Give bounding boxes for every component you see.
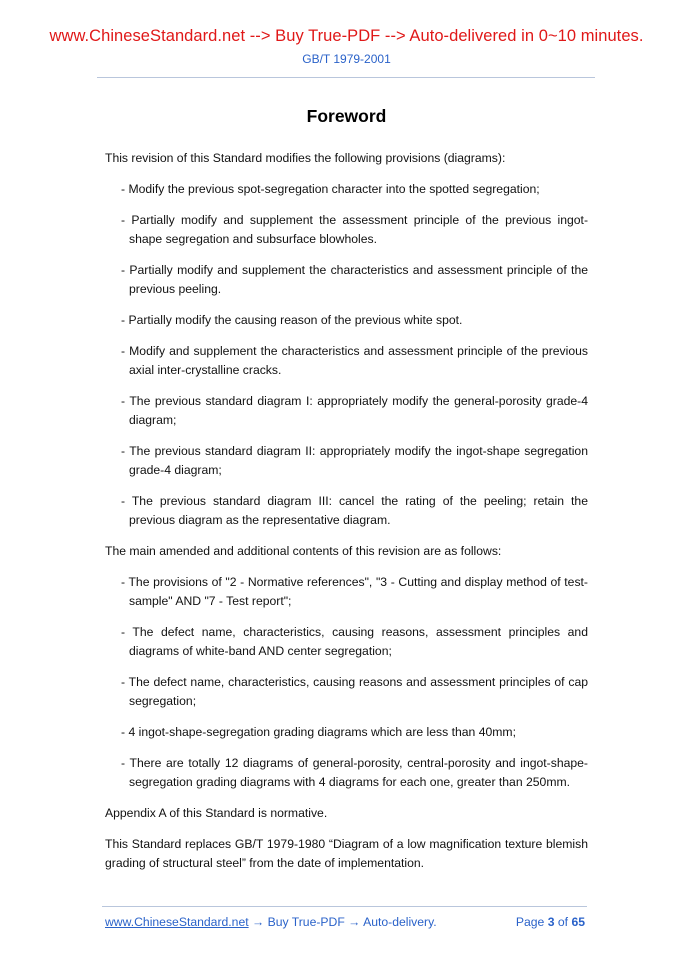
list-item: - 4 ingot-shape-segregation grading diagrams which are less than 40mm; bbox=[121, 725, 516, 739]
list-item: - The previous standard diagram I: appropriately modify the general-porosity grade-4 diagram; bbox=[121, 394, 588, 427]
total-pages: 65 bbox=[571, 915, 585, 929]
footer-links bbox=[105, 915, 437, 929]
promo-banner[interactable]: www.ChineseStandard.net --> Buy True-PDF --> Auto-delivered in 0~10 minutes. bbox=[49, 27, 644, 45]
standard-code: GB/T 1979-2001 bbox=[302, 52, 391, 66]
page-title: Foreword bbox=[306, 106, 387, 126]
appendix-note: Appendix A of this Standard is normative. bbox=[105, 806, 328, 820]
footer-divider bbox=[102, 906, 587, 907]
list-item: - The previous standard diagram III: cancel the rating of the peeling; retain the previous diagram as the representative diagram. bbox=[121, 494, 588, 527]
page-number: 3 bbox=[547, 915, 555, 929]
list-item: - Partially modify the causing reason of the previous white spot. bbox=[121, 313, 463, 327]
list-item: - The provisions of "2 - Normative references", "3 - Cutting and display method of test-sample" AND "7 - Test report"; bbox=[121, 575, 588, 608]
list-item: - Modify the previous spot-segregation character into the spotted segregation; bbox=[121, 182, 540, 196]
list-item: - The previous standard diagram II: appropriately modify the ingot-shape segregation grade-4 diagram; bbox=[121, 444, 588, 477]
list-item: - The defect name, characteristics, causing reasons, assessment principles and diagrams of white-band AND center segregation; bbox=[121, 625, 588, 658]
site-link[interactable]: www.ChineseStandard.net bbox=[105, 915, 249, 929]
page-label: Page bbox=[515, 915, 545, 929]
modifications-list bbox=[105, 180, 588, 530]
intro-paragraph: This revision of this Standard modifies the following provisions (diagrams): bbox=[105, 151, 506, 165]
document-body bbox=[105, 149, 588, 885]
page-indicator bbox=[516, 915, 585, 929]
list-item: - Partially modify and supplement the characteristics and assessment principle of the previous peeling. bbox=[121, 263, 588, 296]
list-item: - There are totally 12 diagrams of general-porosity, central-porosity and ingot-shape-segregation grading diagrams with 4 diagrams for each one, greater than 250mm. bbox=[121, 756, 588, 789]
amendments-intro: The main amended and additional contents of this revision are as follows: bbox=[105, 544, 502, 558]
list-item: - Modify and supplement the characteristics and assessment principle of the previous axial inter-crystalline cracks. bbox=[121, 344, 588, 377]
purchase-path-text: → Buy True-PDF → Auto-delivery. bbox=[248, 915, 437, 929]
additions-list bbox=[105, 573, 588, 792]
header-divider bbox=[97, 77, 595, 78]
of-label: of bbox=[557, 915, 569, 929]
replacement-note: This Standard replaces GB/T 1979-1980 “Diagram of a low magnification texture blemish grading of structural steel” from the date of implementation. bbox=[105, 837, 588, 870]
list-item: - Partially modify and supplement the assessment principle of the previous ingot-shape segregation and subsurface blowholes. bbox=[121, 213, 588, 246]
list-item: - The defect name, characteristics, causing reasons and assessment principles of cap segregation; bbox=[121, 675, 588, 708]
